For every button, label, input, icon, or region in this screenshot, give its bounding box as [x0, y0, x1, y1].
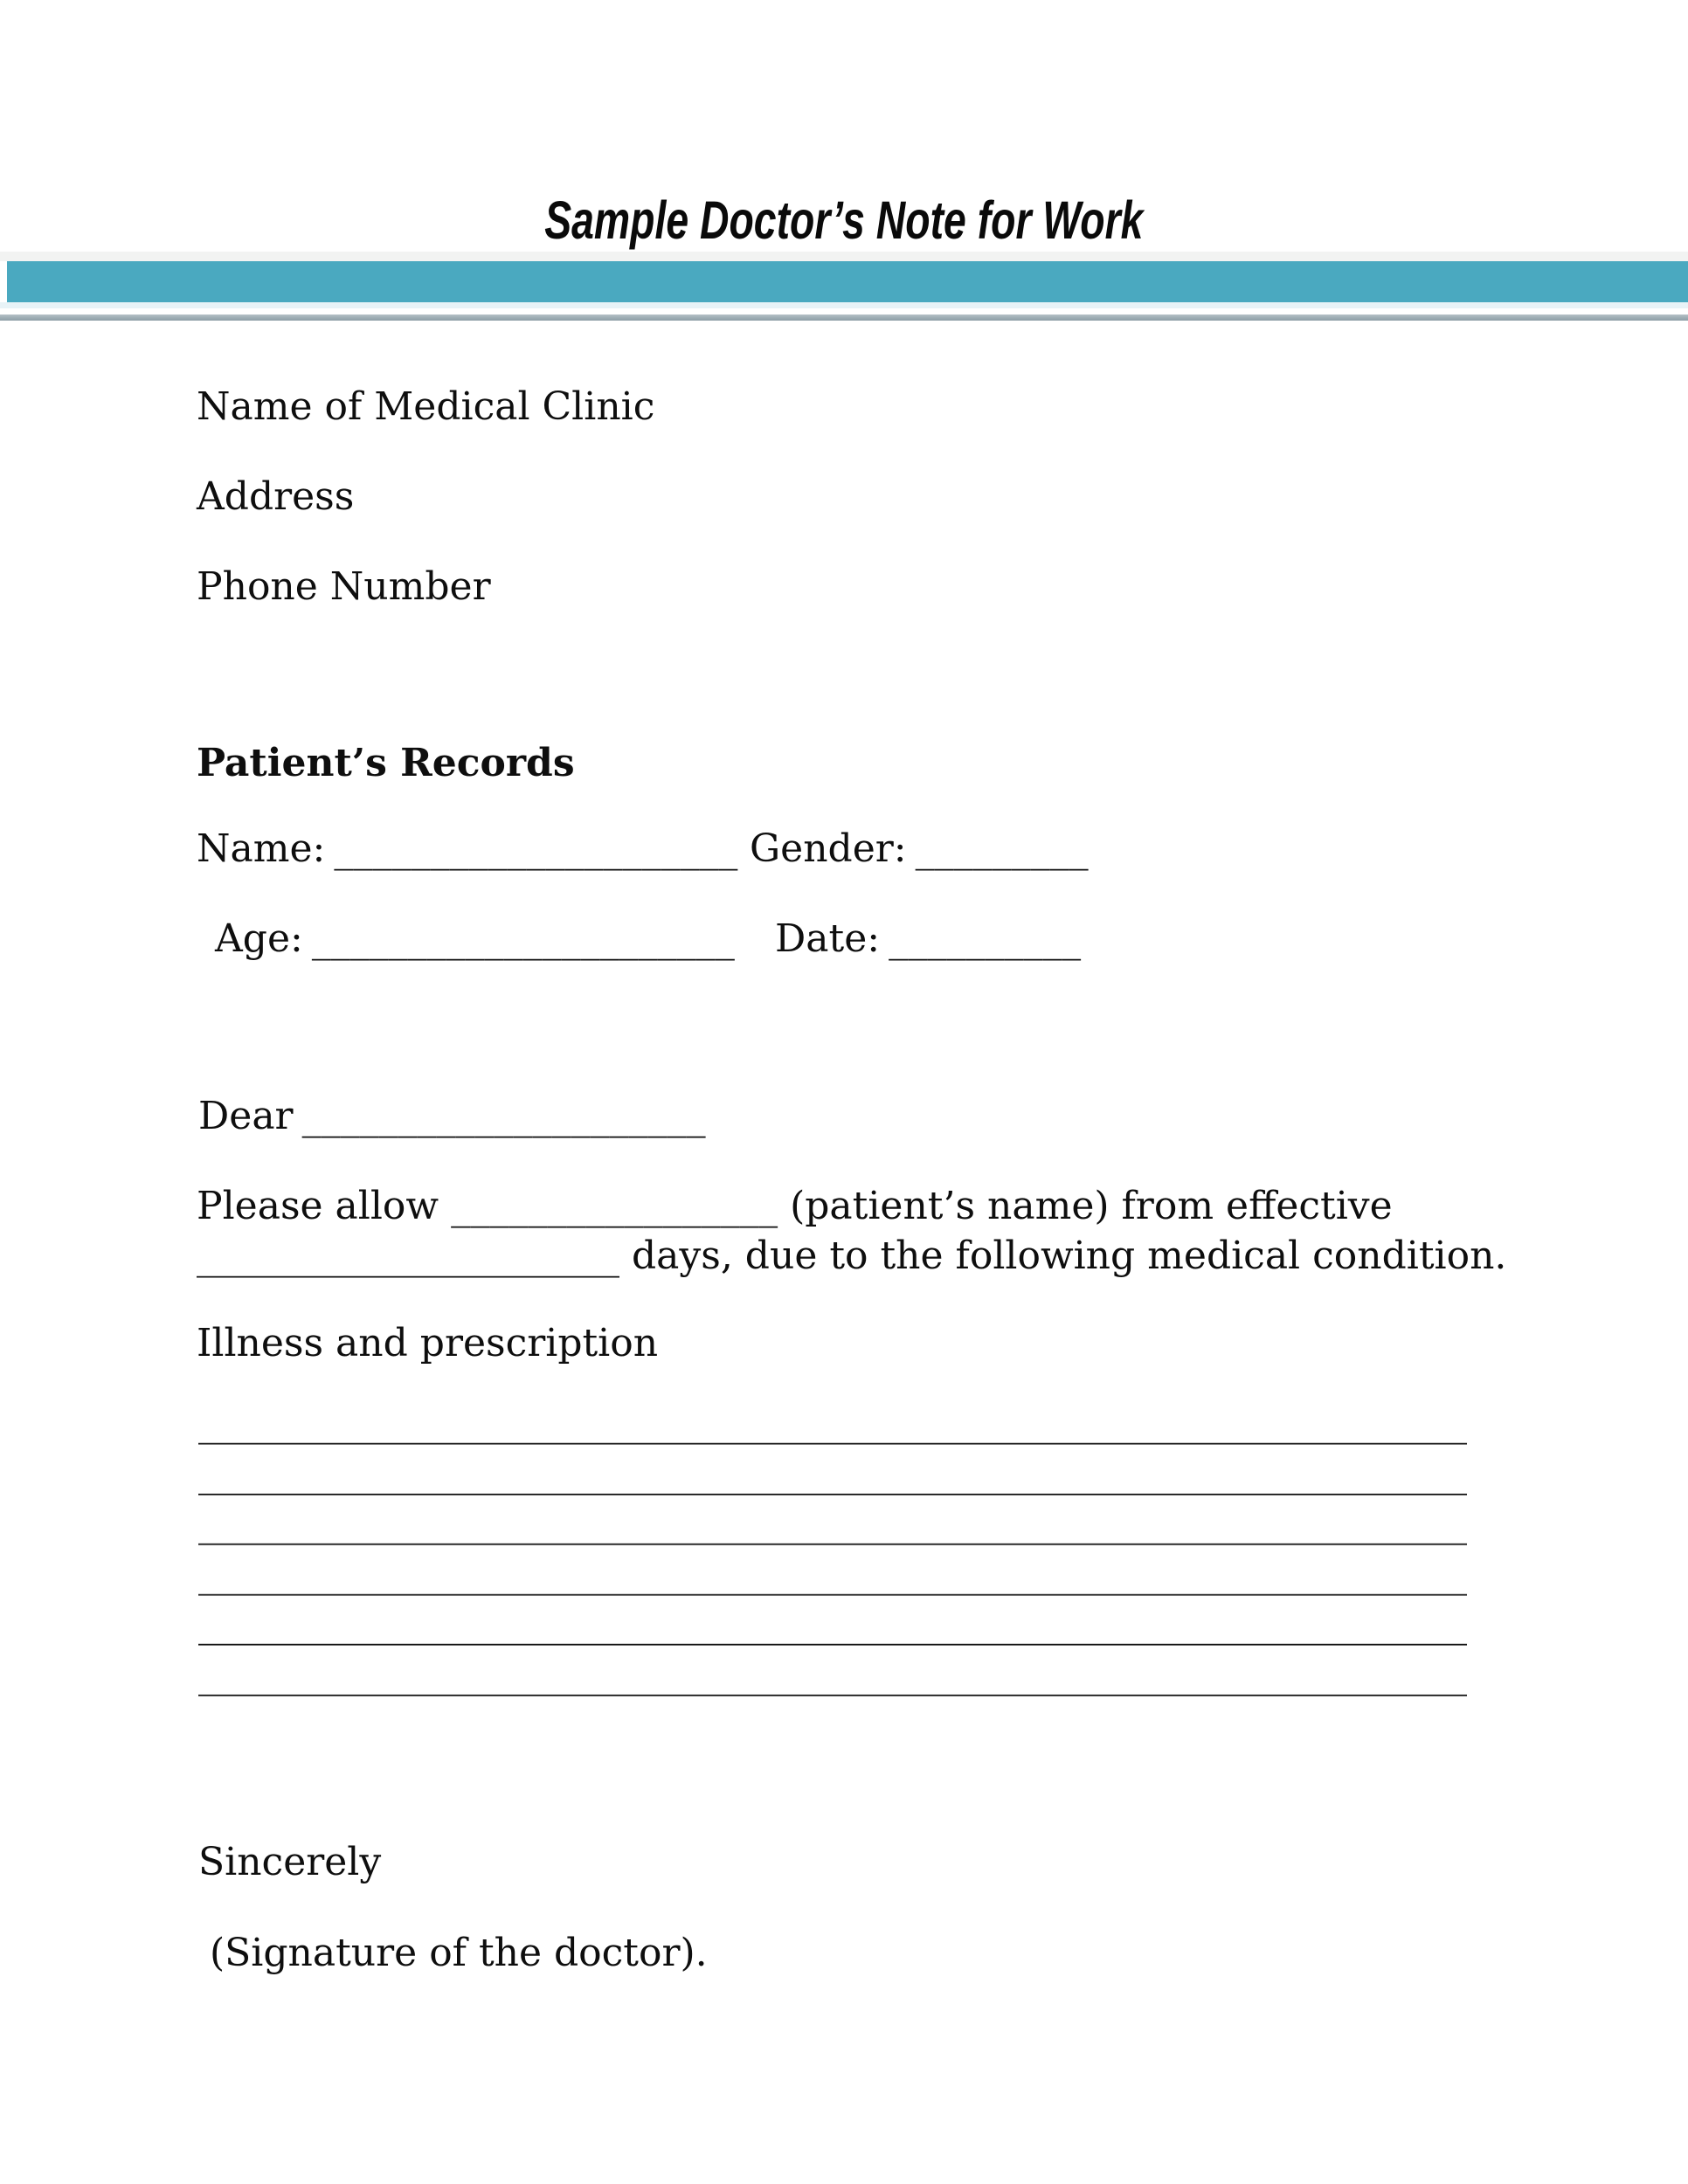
date-field-row [775, 915, 1081, 963]
age-blank: ______________________ [311, 916, 735, 961]
age-field-row [215, 915, 735, 963]
illness-heading: Illness and prescription [197, 1321, 659, 1365]
clinic-name-line: Name of Medical Clinic [197, 384, 655, 429]
writing-line: __________________________________________________________________ [198, 1651, 1467, 1697]
age-label: Age: [215, 916, 303, 961]
request-line2-suffix: days, due to the following medical condition. [632, 1234, 1507, 1278]
gender-blank: _________ [915, 826, 1089, 871]
signature-line: (Signature of the doctor). [210, 1931, 708, 1975]
patient-records-heading: Patient’s Records [197, 741, 575, 785]
name-blank: _____________________ [334, 826, 738, 871]
salutation-row [198, 1092, 706, 1140]
salutation-blank: _____________________ [301, 1094, 706, 1138]
request-line1-prefix: Please allow [197, 1184, 439, 1228]
writing-line: __________________________________________________________________ [198, 1501, 1467, 1545]
gender-label: Gender: [750, 826, 907, 871]
name-label: Name: [197, 826, 326, 871]
writing-line: __________________________________________________________________ [198, 1551, 1467, 1596]
request-line1-blank: _________________ [451, 1184, 778, 1228]
document-title-text: Sample Doctor’s Note for Work [544, 190, 1144, 250]
writing-line: __________________________________________________________________ [198, 1601, 1467, 1646]
gender-field-row [750, 825, 1089, 873]
accent-bar-top-strip [0, 252, 1688, 261]
date-label: Date: [775, 916, 881, 961]
closing-line: Sincerely [198, 1840, 382, 1884]
salutation-label: Dear [198, 1094, 294, 1138]
writing-lines [198, 1398, 1474, 1699]
clinic-phone-line: Phone Number [197, 564, 491, 609]
request-paragraph [197, 1181, 1506, 1281]
document-title [0, 190, 1688, 250]
writing-line: __________________________________________________________________ [198, 1450, 1467, 1496]
name-field-row [197, 825, 737, 873]
request-line2-blank: ______________________ [197, 1234, 619, 1278]
divider-line [0, 314, 1688, 321]
accent-bar-bottom-strip [0, 302, 1688, 308]
request-line1-suffix: (patient’s name) from effective [790, 1184, 1393, 1228]
date-blank: __________ [889, 916, 1082, 961]
clinic-address-line: Address [197, 474, 355, 519]
accent-bar [7, 261, 1688, 302]
writing-line: __________________________________________________________________ [198, 1400, 1467, 1445]
